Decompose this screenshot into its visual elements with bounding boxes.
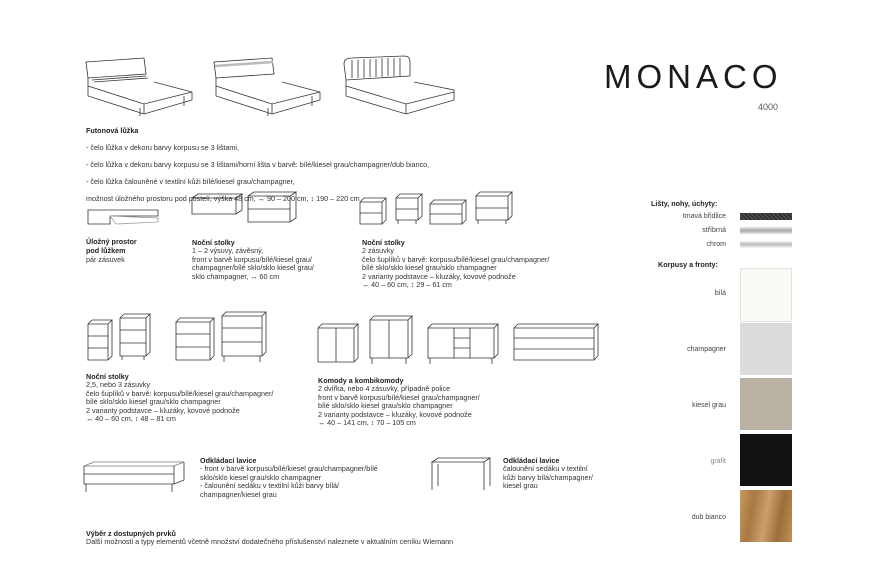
dressers-text: 2 dvířka, nebo 4 zásuvky, případně police front v barvě korpusu/bílé/kiesel grau/champagner/ bílé sklo/sklo kiesel grau/sklo champagner 2 varianty podstavce – kluzáky, kovové podnože ↔ 40 – 141 cm, ↕ 70 – 105 cm bbox=[318, 384, 480, 428]
body-swatch-kiesel-grau bbox=[740, 378, 792, 430]
nightstand3-heading: Noční stolky bbox=[86, 372, 129, 381]
futon-line: možnost úložného prostoru pod postelí, výška 48 cm, ↔ 90 – 200 cm, ↕ 190 – 220 cm bbox=[86, 194, 360, 204]
trim-heading: Lišty, nohy, úchyty: bbox=[651, 199, 718, 208]
trim-label: tmavá břidlice bbox=[682, 213, 726, 220]
futon-bed-drawing-1 bbox=[84, 56, 194, 116]
body-label: kiesel grau bbox=[692, 402, 726, 409]
bench-metal-drawing bbox=[428, 454, 494, 494]
futon-heading: Futonová lůžka bbox=[86, 126, 139, 135]
footer-text: Další možnosti a typy elementů včetně množství dodatečného příslušenství naleznete v aktuálním ceníku Wiemann bbox=[86, 537, 454, 546]
futon-line: - čelo lůžka čalouněné v textilní kůži bílé/kiesel grau/champagner, bbox=[86, 176, 295, 186]
body-swatch-oak-bianco bbox=[740, 490, 792, 542]
storage-text: pár zásuvek bbox=[86, 255, 125, 264]
trim-label: chrom bbox=[706, 241, 726, 248]
dresser-drawing bbox=[314, 314, 604, 368]
trim-swatch-chrome bbox=[740, 241, 792, 248]
bench-upholstered-drawing bbox=[80, 460, 190, 494]
underbed-storage-drawing bbox=[86, 206, 162, 230]
nightstand-small-drawing bbox=[358, 194, 518, 228]
futon-line: - čelo lůžka v dekoru barvy korpusu se 3 lištami/horní lišta v barvě: bílé/kiesel grau/champagner/dub bianco, bbox=[86, 159, 430, 169]
nightstand-wall-drawing bbox=[190, 194, 300, 226]
body-label: champagner bbox=[687, 346, 726, 353]
nightstand-tall-drawing bbox=[86, 312, 276, 364]
storage-heading: Úložný prostor pod lůžkem bbox=[86, 237, 137, 255]
body-swatch-grafit bbox=[740, 434, 792, 486]
upholstered-bed-drawing bbox=[342, 56, 458, 116]
body-label: grafit bbox=[710, 458, 726, 465]
body-label: bílá bbox=[714, 290, 726, 297]
footer-heading: Výběr z dostupných prvků bbox=[86, 529, 176, 538]
bench1-heading: Odkládací lavice bbox=[200, 456, 257, 465]
trim-swatch-silver bbox=[740, 227, 792, 234]
page-title: MONACO bbox=[604, 58, 783, 95]
bench1-text: - front v barvě korpusu/bílé/kiesel grau/champagner/bílé sklo/sklo kiesel grau/sklo champagner - čalounění sedáku v textilní kůži barvy bílá/ champagner/kiesel grau bbox=[200, 464, 378, 499]
body-heading: Korpusy a fronty: bbox=[658, 260, 718, 269]
body-label: dub bianco bbox=[691, 514, 726, 521]
trim-swatch-slate bbox=[740, 213, 792, 220]
body-swatch-white bbox=[740, 268, 792, 322]
nightstand2-heading: Noční stolky bbox=[362, 238, 405, 247]
bench2-heading: Odkládací lavice bbox=[503, 456, 560, 465]
trim-label: stříbrná bbox=[702, 227, 726, 234]
nightstand1-text: 1 – 2 výsuvy, závěsný, front v barvě korpusu/bílé/kiesel grau/ champagner/bílé sklo/sklo kiesel grau/ sklo champagner, ↔ 60 cm bbox=[192, 246, 314, 281]
bench2-text: čalounění sedáku v textilní kůži barvy bílá/champagner/ kiesel grau bbox=[503, 464, 593, 491]
futon-bed-drawing-2 bbox=[212, 56, 324, 116]
model-code: 4000 bbox=[758, 102, 779, 112]
nightstand2-text: 2 zásuvky čelo šuplíků v barvě: korpusu/bílé/kiesel grau/champagner/ bílé sklo/sklo kiesel grau/sklo champagner 2 varianty podstavce – kluzáky, kovové podnože ↔ 40 – 60 cm, ↕ 29 – 61 cm bbox=[362, 246, 550, 290]
body-swatch-champagne bbox=[740, 323, 792, 375]
futon-line: - čelo lůžka v dekoru barvy korpusu se 3 lištami, bbox=[86, 142, 239, 152]
nightstand3-text: 2,5, nebo 3 zásuvky čelo šuplíků v barvě: korpusu/bílé/kiesel grau/champagner/ bílé sklo/sklo kiesel grau/sklo champagner 2 varianty podstavce – kluzáky, kovové podnože ↔ 40 – 60 cm, ↕ 48 – 81 cm bbox=[86, 380, 274, 424]
nightstand1-heading: Noční stolky bbox=[192, 238, 235, 247]
dressers-heading: Komody a kombikomody bbox=[318, 376, 404, 385]
